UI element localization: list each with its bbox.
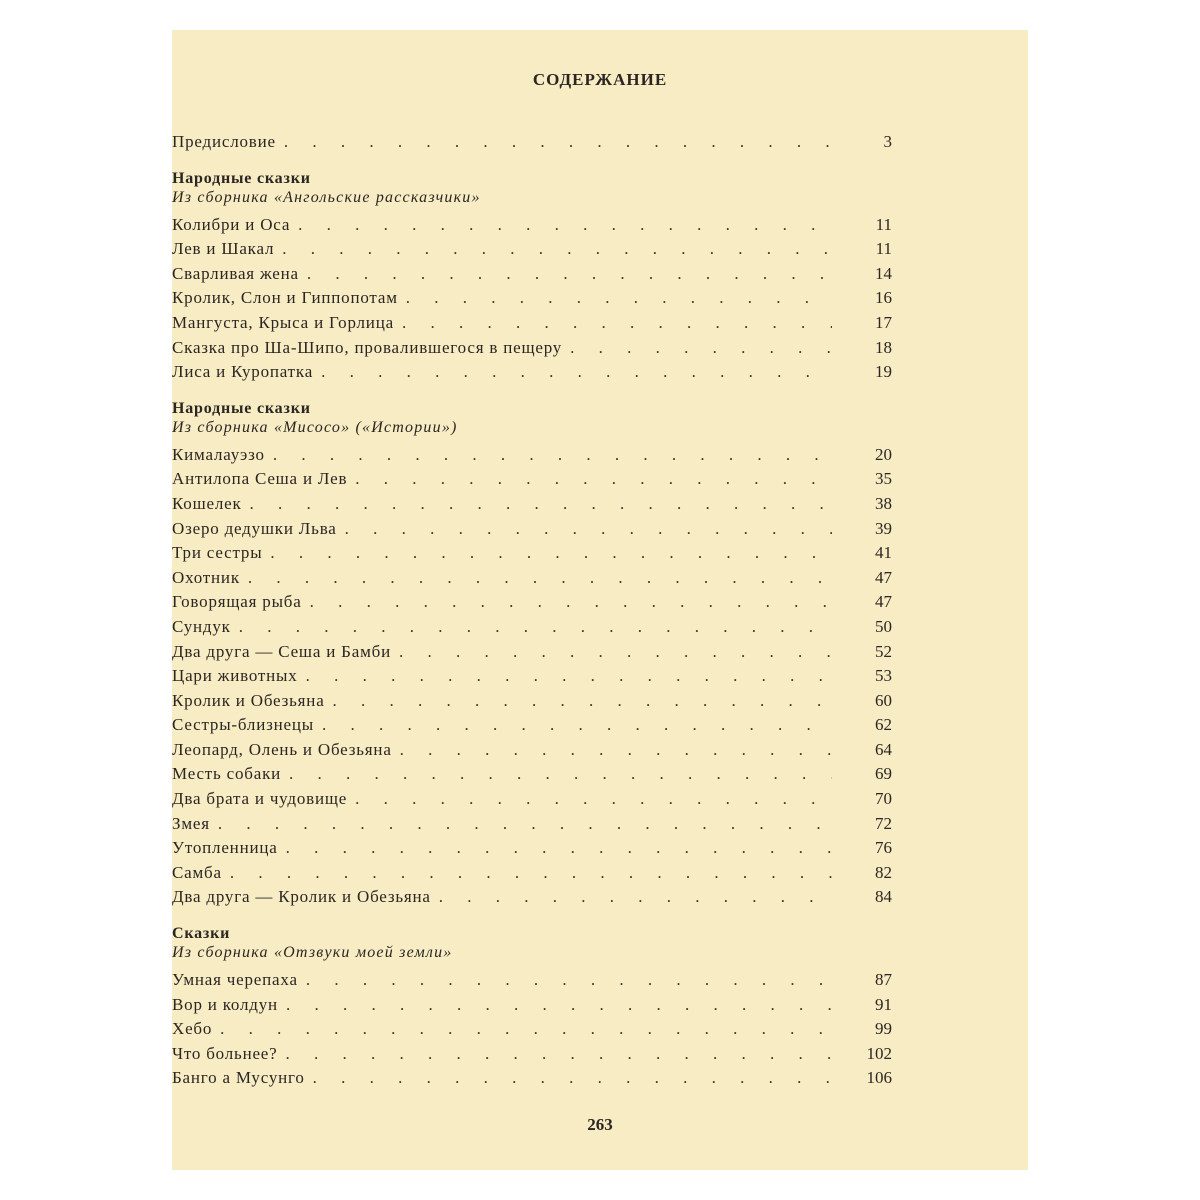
toc-entry: [172, 738, 892, 763]
dot-leader: [274, 237, 832, 262]
dot-leader: [212, 1017, 832, 1042]
toc-entry: [172, 787, 892, 812]
toc-entry: [172, 713, 892, 738]
entry-page: 47: [875, 592, 892, 612]
entry-title: Лиса и Куропатка: [172, 362, 314, 382]
toc-entry: [172, 689, 892, 714]
entry-title: Утопленница: [172, 838, 278, 858]
dot-leader: [299, 262, 832, 287]
entry-title: Умная черепаха: [172, 970, 298, 990]
entry-page: 72: [875, 813, 892, 833]
dot-leader: [431, 885, 832, 910]
entry-page: 3: [883, 132, 892, 151]
toc-entry: [172, 213, 892, 238]
entry-title: Два друга — Сеша и Бамби: [172, 641, 391, 661]
entry-title: Сестры-близнецы: [172, 715, 314, 735]
entry-page: 11: [875, 239, 892, 259]
toc-entry: [172, 885, 892, 910]
entry-page: 60: [875, 690, 892, 710]
entry-title: Три сестры: [172, 543, 263, 563]
toc-entry: [172, 566, 892, 591]
entry-title: Два друга — Кролик и Обезьяна: [172, 887, 431, 907]
entry-page: 82: [875, 862, 892, 882]
dot-leader: [347, 787, 832, 812]
toc-entry: [172, 640, 892, 665]
dot-leader: [290, 213, 832, 238]
toc-entry: [172, 993, 892, 1018]
entry-page: 106: [866, 1068, 892, 1088]
dot-leader: [562, 336, 832, 361]
dot-leader: [337, 517, 832, 542]
entry-page: 20: [875, 444, 892, 464]
dot-leader: [302, 590, 832, 615]
entry-page: 39: [875, 518, 892, 538]
dot-leader: [278, 993, 832, 1018]
dot-leader: [281, 762, 832, 787]
toc-entry: [172, 237, 892, 262]
dot-leader: [231, 615, 832, 640]
entry-page: 35: [875, 469, 892, 489]
dot-leader: [262, 541, 832, 566]
toc-entry: [172, 1066, 892, 1091]
dot-leader: [347, 467, 832, 492]
entry-page: 91: [875, 994, 892, 1014]
dot-leader: [240, 566, 832, 591]
dot-leader: [325, 689, 832, 714]
entry-page: 41: [875, 543, 892, 563]
entry-title: Говорящая рыба: [172, 592, 302, 612]
entry-page: 102: [866, 1043, 892, 1063]
entry-title: Кошелек: [172, 493, 242, 513]
toc-entry: [172, 836, 892, 861]
entry-title: Мангуста, Крыса и Горлица: [172, 312, 394, 332]
dot-leader: [222, 861, 832, 886]
entry-title: Леопард, Олень и Обезьяна: [172, 739, 392, 759]
entry-page: 38: [875, 493, 892, 513]
entry-title: Кималауэзо: [172, 444, 265, 464]
entry-title: Кролик, Слон и Гиппопотам: [172, 288, 398, 308]
entry-title: Месть собаки: [172, 764, 282, 784]
dot-leader: [298, 968, 832, 993]
entry-title: Змея: [172, 813, 210, 833]
entry-title: Цари животных: [172, 666, 298, 686]
entry-title: Колибри и Оса: [172, 214, 291, 234]
toc-entry: [172, 360, 892, 385]
section-subheading: Из сборника «Ангольские рассказчики»: [172, 188, 481, 206]
book-page: [172, 30, 1028, 1170]
entry-title: Кролик и Обезьяна: [172, 690, 325, 710]
toc-entry: [172, 492, 892, 517]
dot-leader: [298, 664, 832, 689]
entry-page: 62: [875, 715, 892, 735]
toc-entry: [172, 1042, 892, 1067]
entry-title: Сказка про Ша-Шипо, провалившегося в пещеру: [172, 337, 563, 357]
entry-title: Охотник: [172, 567, 240, 587]
entry-page: 69: [875, 764, 892, 784]
entry-page: 87: [875, 970, 892, 990]
dot-leader: [276, 130, 832, 155]
dot-leader: [391, 640, 832, 665]
toc-entry: [172, 968, 892, 993]
entry-title: Озеро дедушки Льва: [172, 518, 337, 538]
dot-leader: [394, 311, 832, 336]
dot-leader: [278, 836, 832, 861]
entry-title: Антилопа Сеша и Лев: [172, 469, 348, 489]
dot-leader: [305, 1066, 832, 1091]
section-heading: Сказки: [172, 925, 231, 943]
section-subheading: Из сборника «Мисосо» («Истории»): [172, 418, 458, 436]
entry-page: 99: [875, 1019, 892, 1039]
toc-sections: [172, 169, 892, 1091]
entry-title: Сундук: [172, 616, 231, 636]
entry-title: Самба: [172, 862, 222, 882]
entry-page: 11: [875, 214, 892, 234]
toc-entry: [172, 443, 892, 468]
entry-title: Сварливая жена: [172, 263, 299, 283]
section-heading: Народные сказки: [172, 399, 311, 417]
toc-entry: [172, 590, 892, 615]
entry-title: Предисловие: [172, 132, 276, 151]
toc-entry: [172, 517, 892, 542]
toc-section: [172, 924, 892, 1091]
entry-page: 53: [875, 666, 892, 686]
section-heading: Народные сказки: [172, 169, 311, 187]
entry-page: 50: [875, 616, 892, 636]
toc-entry: [172, 861, 892, 886]
dot-leader: [314, 713, 832, 738]
toc-entry: [172, 762, 892, 787]
toc-entry: [172, 1017, 892, 1042]
toc-entry: [172, 664, 892, 689]
entry-page: 47: [875, 567, 892, 587]
entry-title: Лев и Шакал: [172, 239, 275, 259]
page-title: СОДЕРЖАНИЕ: [532, 70, 668, 89]
dot-leader: [313, 360, 832, 385]
dot-leader: [398, 286, 832, 311]
entry-title: Хебо: [172, 1019, 213, 1039]
entry-title: Два брата и чудовище: [172, 789, 348, 809]
entry-page: 52: [875, 641, 892, 661]
page-number: 263: [587, 1115, 613, 1134]
dot-leader: [265, 443, 832, 468]
entry-page: 70: [875, 789, 892, 809]
dot-leader: [242, 492, 832, 517]
toc-section: [172, 399, 892, 910]
entry-title: Вор и колдун: [172, 994, 278, 1014]
entry-title: Что больнее?: [172, 1043, 278, 1063]
entry-page: 76: [875, 838, 892, 858]
entry-page: 18: [875, 337, 892, 357]
toc-entry: [172, 812, 892, 837]
dot-leader: [278, 1042, 833, 1067]
entry-page: 14: [875, 263, 892, 283]
entry-title: Банго а Мусунго: [172, 1068, 305, 1088]
toc-entry: [172, 336, 892, 361]
entry-page: 17: [875, 312, 892, 332]
dot-leader: [210, 812, 832, 837]
toc-entry: [172, 262, 892, 287]
toc-entry: [172, 467, 892, 492]
toc-entry: [172, 286, 892, 311]
entry-page: 64: [875, 739, 892, 759]
dot-leader: [392, 738, 832, 763]
toc-entry: [172, 615, 892, 640]
table-of-contents: [172, 130, 892, 1091]
entry-page: 84: [875, 887, 892, 907]
entry-page: 16: [875, 288, 892, 308]
entry-page: 19: [875, 362, 892, 382]
section-subheading: Из сборника «Отзвуки моей земли»: [172, 944, 453, 962]
toc-section: [172, 169, 892, 385]
toc-entry: [172, 541, 892, 566]
toc-entry-preface: [172, 130, 892, 155]
toc-entry: [172, 311, 892, 336]
